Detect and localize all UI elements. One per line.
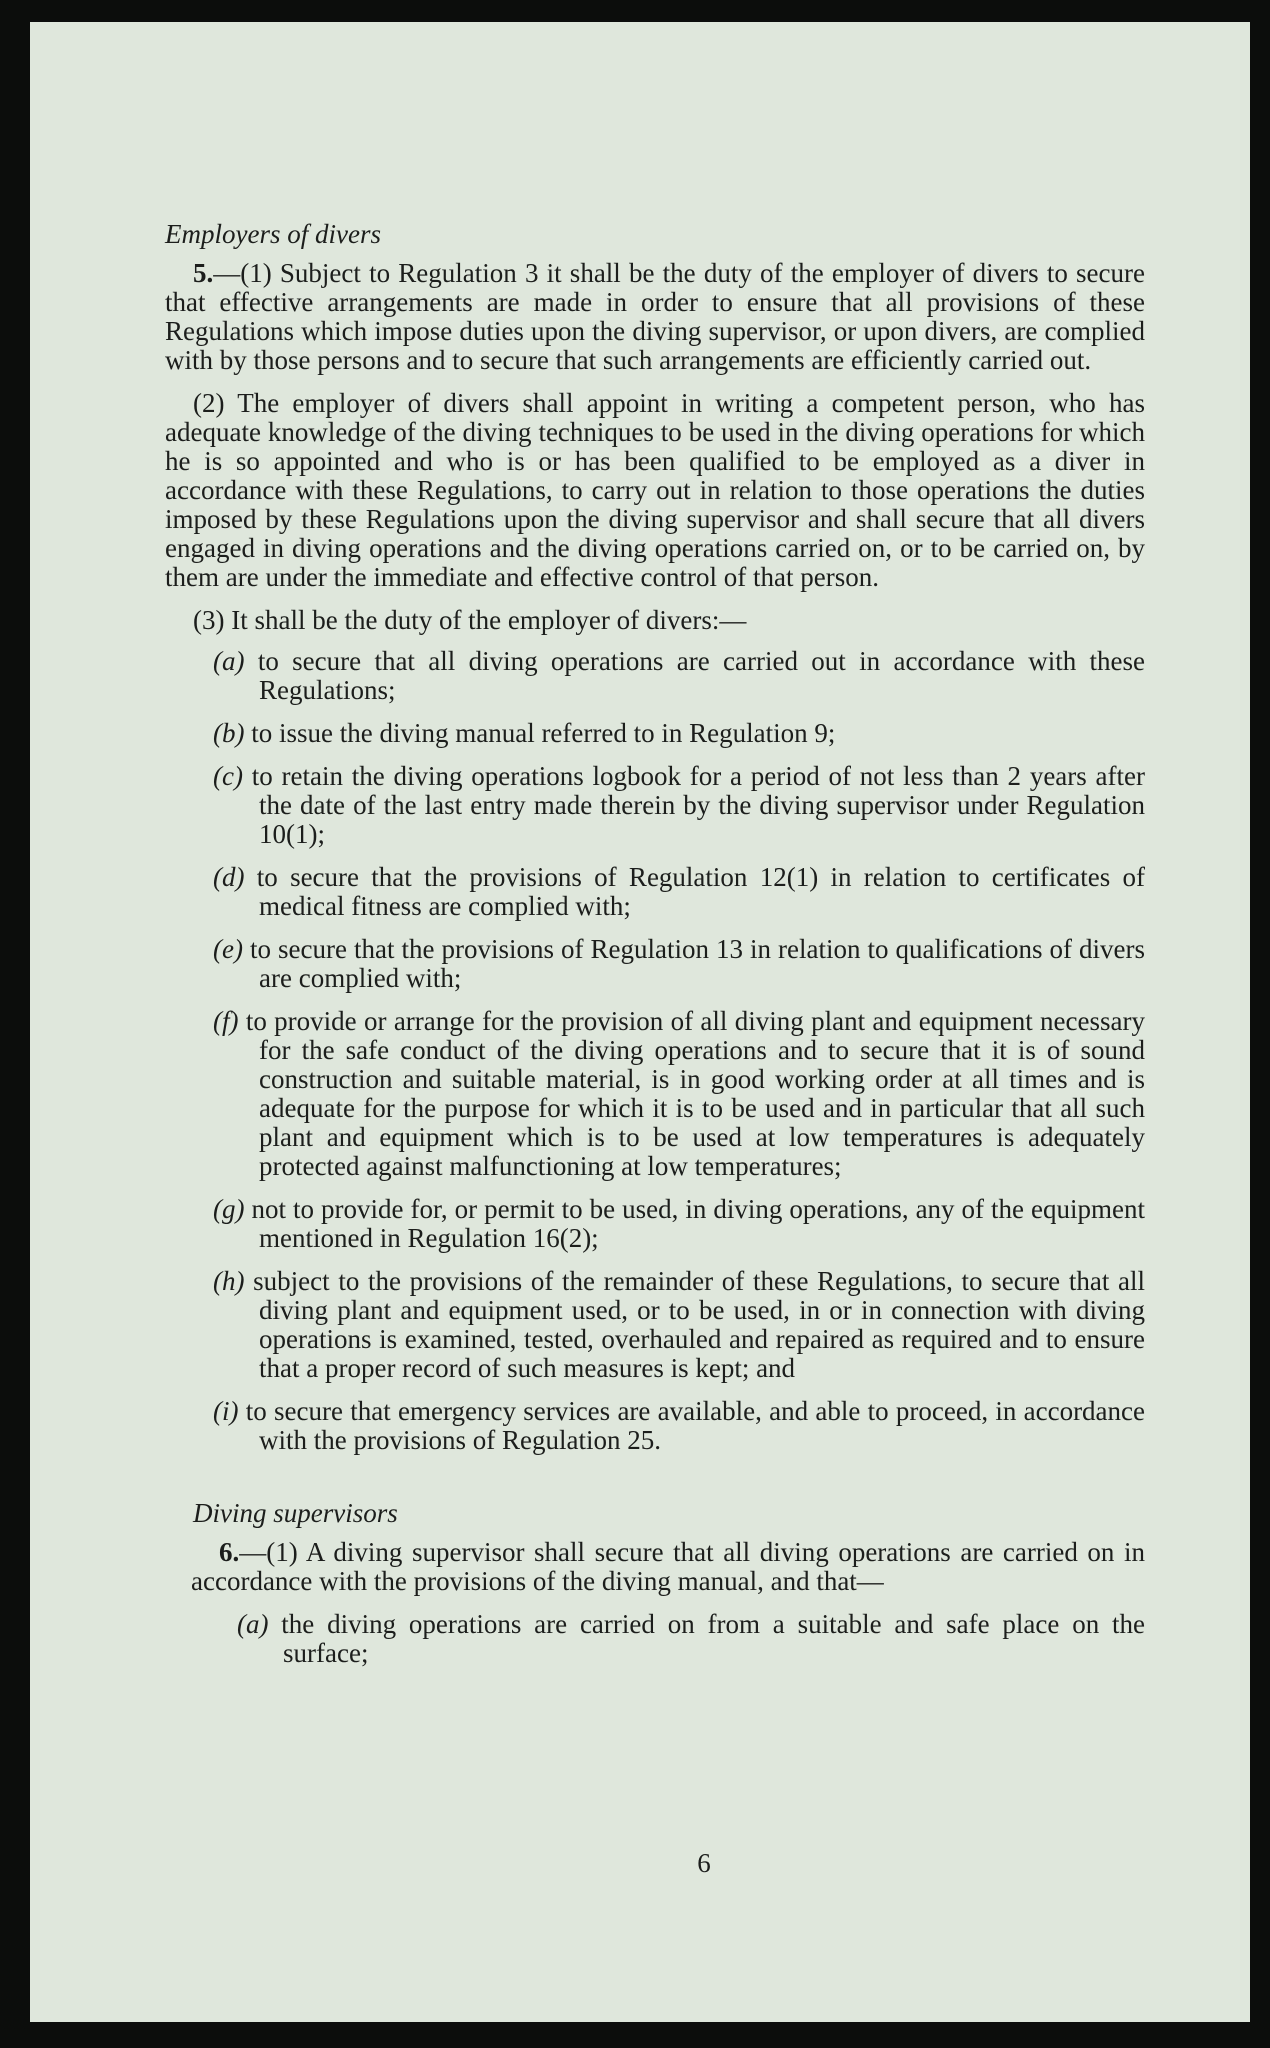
page-number: 6 [697, 1848, 711, 1878]
item-label: (h) [213, 1266, 245, 1296]
section-heading-employers: Employers of divers [165, 219, 381, 249]
item-text: to issue the diving manual referred to in Regulation 9; [251, 718, 836, 748]
regulation-5-paragraph-1 [165, 259, 1145, 375]
paragraph-text: —(1) Subject to Regulation 3 it shall be the duty of the employer of divers to secure that effective arrangements are made in order to ensure that all provisions of these Regulations which impose duties upon the diving supervisor, or upon divers, are complied with by those persons and to secure that such arrangements are efficiently carried out. [165, 258, 1145, 375]
page-content [165, 220, 1145, 1682]
paragraph-text: —(1) A diving supervisor shall secure that all diving operations are carried on in accordance with the provisions of the diving manual, and that— [191, 1537, 1145, 1596]
regulation-number: 6. [219, 1537, 240, 1567]
item-text: subject to the provisions of the remainder of these Regulations, to secure that all diving plant and equipment used, or to be used, in or in connection with diving operations is examined, tested, overhauled and repaired as required and to ensure that a proper record of such measures is kept; and [253, 1266, 1145, 1383]
regulation-5-paragraph-2: (2) The employer of divers shall appoint in writing a competent person, who has adequate knowledge of the diving techniques to be used in the diving operations for which he is so appointed and who is or has been qualified to be employed as a diver in accordance with these Regulations, to carry out in relation to those operations the duties imposed by these Regulations upon the diving supervisor and shall secure that all divers engaged in diving operations and the diving operations carried on, or to be carried on, by them are under the immediate and effective control of that person. [165, 388, 1145, 592]
list-item [165, 1007, 1145, 1181]
item-text: to provide or arrange for the provision of all diving plant and equipment necessary for the safe conduct of the diving operations and to secure that it is of sound construction and suitable material, is in good working order at all times and is adequate for the purpose for which it is to be used and in particular that all such plant and equipment which is to be used at low temperatures is adequately protected against malfunctioning at low temperatures; [245, 1006, 1145, 1181]
item-label: (a) [237, 1609, 269, 1639]
list-item [165, 1267, 1145, 1383]
section-heading-diving-supervisors: Diving supervisors [193, 1498, 398, 1528]
list-item [165, 863, 1145, 921]
regulation-5-paragraph-3: (3) It shall be the duty of the employer of divers:— [193, 605, 747, 635]
list-item [165, 719, 1145, 748]
document-page [30, 22, 1250, 2022]
list-item [165, 647, 1145, 705]
item-label: (c) [213, 761, 243, 791]
item-text: to secure that the provisions of Regulation 12(1) in relation to certificates of medical fitness are complied with; [256, 862, 1146, 921]
item-label: (d) [213, 862, 245, 892]
item-label: (i) [213, 1396, 239, 1426]
list-item [165, 762, 1145, 849]
item-label: (b) [213, 718, 245, 748]
regulation-number: 5. [193, 258, 214, 288]
item-text: not to provide for, or permit to be used, in diving operations, any of the equipment mentioned in Regulation 16(2); [251, 1194, 1146, 1253]
item-text: to secure that all diving operations are carried out in accordance with these Regulations; [257, 646, 1146, 705]
list-item [165, 1195, 1145, 1253]
regulation-6-paragraph-1 [191, 1538, 1145, 1596]
list-item [165, 935, 1145, 993]
item-label: (e) [213, 934, 243, 964]
item-label: (a) [213, 646, 245, 676]
item-label: (g) [213, 1194, 245, 1224]
list-item [165, 1397, 1145, 1455]
item-text: the diving operations are carried on from a suitable and safe place on the surface; [281, 1609, 1145, 1668]
list-item [189, 1610, 1145, 1668]
item-label: (f) [213, 1006, 239, 1036]
item-text: to retain the diving operations logbook for a period of not less than 2 years after the date of the last entry made therein by the diving supervisor under Regulation 10(1); [251, 761, 1146, 849]
item-text: to secure that emergency services are available, and able to proceed, in accordance with the provisions of Regulation 25. [245, 1396, 1146, 1455]
item-text: to secure that the provisions of Regulation 13 in relation to qualifications of divers are complied with; [249, 934, 1145, 993]
